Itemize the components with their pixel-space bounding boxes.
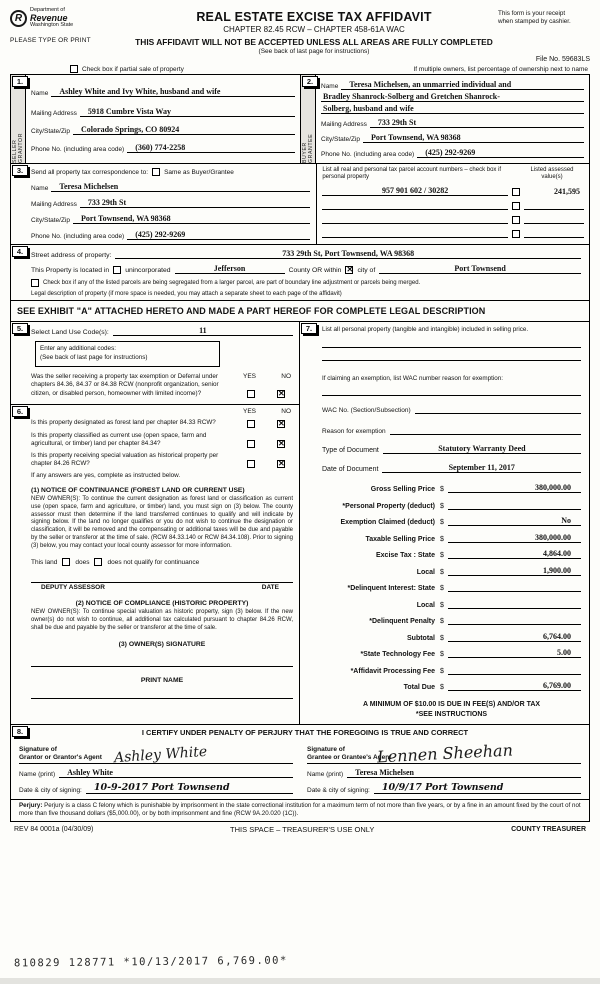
multiple-owners-note: If multiple owners, list percentage of ownership next to name — [413, 66, 588, 73]
money-label: Local — [416, 568, 435, 576]
see-back-instructions: (See back of last page for instructions) — [40, 354, 148, 362]
partial-sale-checkbox[interactable] — [70, 65, 78, 73]
seller-grantor-strip: SELLER GRANTOR — [11, 75, 26, 163]
see-back-note: (See back of last page for instructions) — [258, 48, 370, 55]
certification-section — [10, 725, 590, 800]
reason-field[interactable] — [390, 426, 581, 435]
agency-logo — [10, 8, 130, 44]
seller-mailing-label: Mailing Address — [31, 110, 77, 117]
grantee-name-print-field[interactable]: Teresa Michelsen — [347, 768, 581, 778]
personal-property-line-1[interactable] — [322, 347, 581, 348]
city-field[interactable]: Port Townsend — [379, 264, 581, 274]
legal-description-value: SEE EXHIBIT "A" ATTACHED HERETO AND MADE A PART HEREOF FOR COMPLETE LEGAL DESCRIPTION — [10, 301, 590, 322]
located-in-label: This Property is located in — [31, 267, 110, 274]
corr-csz-field[interactable]: Port Townsend, WA 98368 — [73, 214, 310, 224]
money-label: Local — [416, 601, 435, 609]
personal-property-deduct-field[interactable] — [448, 500, 581, 510]
grantee-date-label: Date & city of signing: — [307, 787, 370, 794]
buyer-mailing-field[interactable]: 733 29th St — [370, 118, 584, 128]
yes-header: YES — [243, 372, 257, 380]
segregated-checkbox[interactable] — [31, 279, 39, 287]
parcel-list — [317, 164, 589, 244]
delinquent-interest-local-field[interactable] — [448, 599, 581, 609]
historic-no-checkbox[interactable]: ✕ — [278, 459, 285, 469]
file-number: File No. 59683LS — [535, 56, 590, 63]
unincorporated-label: unincorporated — [125, 267, 171, 274]
total-due-field[interactable]: 6,769.00 — [448, 681, 581, 691]
dollar-sign: $ — [440, 585, 444, 592]
buyer-mailing-label: Mailing Address — [321, 121, 367, 128]
parcel-row — [322, 201, 584, 210]
street-address-field[interactable]: 733 29th St, Port Townsend, WA 98368 — [115, 249, 581, 259]
grantor-sig-label-2: Grantor or Grantor's Agent — [19, 753, 102, 761]
this-land-label: This land — [31, 558, 58, 566]
date-of-document-field[interactable]: September 11, 2017 — [382, 463, 581, 473]
exemption-claimed-field[interactable]: No — [448, 516, 581, 526]
dollar-sign: $ — [440, 634, 444, 642]
money-label: *State Technology Fee — [360, 651, 435, 658]
forest-no-checkbox[interactable]: ✕ — [278, 418, 285, 428]
dollar-sign: $ — [440, 601, 444, 609]
does-label: does — [75, 558, 90, 566]
historic-yes-checkbox[interactable] — [247, 460, 255, 468]
does-checkbox[interactable] — [62, 558, 70, 566]
dollar-sign: $ — [440, 535, 444, 543]
excise-tax-state-field[interactable]: 4,864.00 — [448, 549, 581, 559]
grantee-signature[interactable]: Lennen Sheehan — [376, 740, 514, 767]
grantor-date-label: Date & city of signing: — [19, 787, 82, 794]
correspondence-section — [10, 164, 590, 245]
perjury-notice — [10, 800, 590, 822]
grantee-sig-label-1: Signature of — [307, 745, 345, 753]
wac-label: WAC No. (Section/Subsection) — [322, 407, 411, 414]
if-yes-note: If any answers are yes, complete as instructed below. — [31, 472, 181, 480]
forest-yes-checkbox[interactable] — [247, 420, 255, 428]
assessed-value-field-2[interactable] — [524, 201, 584, 210]
money-label: *Personal Property (deduct) — [342, 502, 435, 510]
personal-property-line-2[interactable] — [322, 360, 581, 361]
reason-label: Reason for exemption — [322, 428, 386, 435]
scan-edge — [0, 978, 600, 984]
designation-section — [11, 405, 299, 724]
excise-tax-local-field[interactable]: 1,900.00 — [448, 566, 581, 576]
money-label: *Delinquent Penalty — [369, 618, 435, 625]
affidavit-processing-fee-field[interactable] — [448, 665, 581, 675]
parties-section — [10, 74, 590, 164]
grantor-signature[interactable]: Ashley White — [113, 743, 208, 767]
seller-mailing-field[interactable]: 5918 Cumbre Vista Way — [80, 107, 295, 117]
seller-csz-field[interactable]: Colorado Springs, CO 80924 — [73, 125, 295, 135]
dollar-sign: $ — [440, 568, 444, 576]
deputy-assessor-label: DEPUTY ASSESSOR — [41, 584, 105, 592]
parcel-number-field-4[interactable] — [322, 229, 508, 238]
money-label: Subtotal — [407, 634, 435, 642]
personal-property-checkbox-2[interactable] — [512, 202, 520, 210]
section4-number: 4. — [12, 246, 28, 257]
taxable-selling-price-field[interactable]: 380,000.00 — [448, 533, 581, 543]
buyer-grantee-strip: BUYER GRANTEE — [301, 75, 316, 163]
header — [10, 8, 590, 55]
type-of-document-field[interactable]: Statutory Warranty Deed — [383, 444, 581, 454]
current-use-question: Is this property classified as current use (open space, farm and agricultural, or timber) land per chapter 84.34? — [31, 431, 207, 447]
print-name-title: PRINT NAME — [140, 676, 184, 684]
perjury-lead: Perjury: — [19, 802, 43, 809]
money-label: *Delinquent Interest: State — [347, 585, 435, 592]
personal-property-checkbox-3[interactable] — [512, 216, 520, 224]
parcel-row — [322, 186, 584, 196]
dollar-sign: $ — [440, 667, 444, 675]
receipt-note: This form is your receipt when stamped by cashier. — [498, 10, 571, 26]
grantor-signature-block — [19, 740, 293, 794]
personal-property-checkbox-4[interactable] — [512, 230, 520, 238]
owners-signature-title: (3) OWNER(S) SIGNATURE — [118, 640, 206, 648]
claiming-exemption-label: If claiming an exemption, list WAC number reason for exemption: — [322, 374, 504, 382]
parcel-header: List all real and personal tax parcel account numbers – check box if personal property — [322, 167, 502, 180]
parcel-number-field[interactable]: 957 901 602 / 30282 — [322, 186, 508, 196]
money-label: Total Due — [403, 684, 435, 691]
grantor-sig-label-1: Signature of — [19, 745, 57, 753]
form-title: REAL ESTATE EXCISE TAX AFFIDAVIT — [196, 10, 432, 24]
subtotal-field[interactable]: 6,764.00 — [448, 632, 581, 642]
revenue-logo-icon: R — [10, 10, 27, 27]
section1-number: 1. — [12, 76, 28, 87]
grantor-name-print-field[interactable]: Ashley White — [59, 768, 293, 778]
notice-compliance-body: NEW OWNER(S): To continue special valuation as historic property, sign (3) below. If the new owner(s) do not wish to continue, all additional tax calculated pursuant to chapter 84.26 RCW, shall be due and payable by the seller or transferor at the time of sale. — [31, 609, 293, 631]
notice-continuance-body: NEW OWNER(S): To continue the current designation as forest land or classification as current use (open space, farm and agriculture, or timber) land, you must sign on (3) below. The county assessor must then determine if the land transferred continues to qualify and will indicate by signing below. If the land no longer qualifies or you do not wish to continue the designation or classification, it will be removed and the compensating or additional taxes will be due and payable by the seller or transferor at the time of sale. (RCW 84.33.140 or RCW 84.34.108). Prior to signing (3) below, you may contact your local county assessor for more information. — [31, 495, 293, 550]
see-instructions-note: *SEE INSTRUCTIONS — [415, 711, 488, 718]
notice-compliance-title: (2) NOTICE OF COMPLIANCE (HISTORIC PROPERTY) — [75, 600, 249, 608]
seller-name-label: Name — [31, 90, 49, 97]
sale-details-section — [300, 322, 589, 724]
legal-description-label: Legal description of property (if more space is needed, you may attach a separate sheet to each page of the affidavit) — [31, 291, 342, 297]
minimum-due-note: A MINIMUM OF $10.00 IS DUE IN FEE(S) AND/OR TAX — [362, 701, 541, 708]
wac-field[interactable] — [415, 405, 581, 414]
does-not-label: does not qualify for continuance — [107, 558, 200, 566]
street-address-label: Street address of property: — [31, 252, 112, 259]
corr-mailing-field[interactable]: 733 29th St — [80, 198, 310, 208]
cashier-stamp: 810829 128771 *10/13/2017 6,769.00* — [13, 954, 288, 970]
money-label: Gross Selling Price — [370, 486, 435, 493]
exemption-no-checkbox[interactable]: ✕ — [278, 389, 285, 399]
no-header: NO — [281, 372, 291, 380]
buyer-section — [300, 75, 589, 163]
seller-csz-label: City/State/Zip — [31, 128, 71, 135]
claiming-exemption-line[interactable] — [322, 395, 581, 396]
city-of-label: city of — [357, 267, 376, 274]
money-label: Excise Tax : State — [375, 552, 435, 559]
date-label: DATE — [261, 584, 279, 592]
assessed-header: Listed assessed value(s) — [530, 167, 574, 180]
same-as-buyer-label: Same as Buyer/Grantee — [164, 168, 234, 176]
date-of-document-label: Date of Document — [322, 466, 379, 473]
buyer-name-field-3[interactable]: Solberg, husband and wife — [321, 104, 584, 114]
logo-revenue: Revenue — [30, 12, 68, 23]
grantee-date-field[interactable]: 10/9/17 Port Townsend — [374, 782, 581, 794]
no-header: NO — [281, 408, 291, 416]
state-technology-fee-field[interactable]: 5.00 — [448, 648, 581, 658]
land-use-label: Select Land Use Code(s): — [31, 329, 109, 336]
seller-phone-field[interactable]: (360) 774-2258 — [127, 143, 295, 153]
land-use-section — [11, 322, 299, 405]
section7-number: 7. — [301, 323, 317, 334]
county-field[interactable]: Jefferson — [175, 264, 285, 274]
buyer-name-label: Name — [321, 83, 339, 90]
corr-name-label: Name — [31, 185, 49, 192]
exemption-yes-checkbox[interactable] — [247, 390, 255, 398]
send-correspondence-label: Send all property tax correspondence to: — [31, 168, 149, 176]
additional-codes-box — [35, 341, 220, 367]
tax-exemption-question: Was the seller receiving a property tax exemption or Deferral under chapters 84.36, 84.37 or 84.38 RCW (nonprofit organization, senior citizen, or disabled person, homeowner with limited income)? — [31, 372, 219, 397]
money-label: Taxable Selling Price — [365, 535, 435, 543]
buyer-csz-field[interactable]: Port Townsend, WA 98368 — [363, 133, 584, 143]
notice-continuance-title: (1) NOTICE OF CONTINUANCE (FOREST LAND OR CURRENT USE) — [31, 486, 245, 494]
corr-csz-label: City/State/Zip — [31, 217, 71, 224]
parcel-number-field-2[interactable] — [322, 201, 508, 210]
buyer-name-field-1[interactable]: Teresa Michelsen, an unmarried individual and — [341, 80, 584, 90]
dollar-sign: $ — [440, 486, 444, 493]
personal-property-checkbox-1[interactable] — [512, 188, 520, 196]
seller-phone-label: Phone No. (including area code) — [31, 146, 125, 153]
grantee-sig-label-2: Grantee or Grantee's Agent — [307, 753, 392, 761]
city-checkbox[interactable]: ✕ — [346, 265, 354, 274]
dollar-sign: $ — [440, 502, 444, 510]
buyer-phone-label: Phone No. (including area code) — [321, 151, 415, 158]
same-as-buyer-checkbox[interactable] — [152, 168, 160, 176]
county-treasurer-label: COUNTY TREASURER — [511, 826, 586, 834]
section6-number: 6. — [12, 406, 28, 417]
additional-codes-label[interactable]: Enter any additional codes: — [40, 345, 116, 352]
treasurer-space-label: THIS SPACE – TREASURER'S USE ONLY — [230, 825, 375, 835]
perjury-text: Perjury is a class C felony which is punishable by imprisonment in the state correctional institution for a maximum term of not more than five years, or by a fine in an amount fixed by the court of not more than five thousand dollars ($5,000.00), or by both imprisonment and fine (RCW 9A.20.020 (1C)). — [19, 802, 581, 818]
grantor-date-field[interactable]: 10-9-2017 Port Townsend — [86, 782, 293, 794]
grantor-name-print-label: Name (print) — [19, 771, 56, 778]
yes-header: YES — [243, 408, 257, 416]
corr-name-field[interactable]: Teresa Michelsen — [51, 182, 310, 192]
assessed-value-field-4[interactable] — [524, 229, 584, 238]
seller-name-field[interactable]: Ashley White and Ivy White, husband and wife — [51, 87, 295, 97]
corr-phone-label: Phone No. (including area code) — [31, 233, 125, 240]
parcel-row — [322, 229, 584, 238]
buyer-csz-label: City/State/Zip — [321, 136, 361, 143]
dollar-sign: $ — [440, 684, 444, 691]
chapter-subtitle: CHAPTER 82.45 RCW – CHAPTER 458-61A WAC — [223, 25, 405, 34]
property-location-section — [10, 245, 590, 301]
buyer-phone-field[interactable]: (425) 292-9269 — [417, 148, 584, 158]
logo-dept: Department of — [30, 7, 65, 13]
segregated-label: Check box if any of the listed parcels are being segregated from a larger parcel, are part of boundary line adjustment or parcels being merged. — [43, 280, 421, 286]
corr-mailing-label: Mailing Address — [31, 201, 77, 208]
corr-phone-field[interactable]: (425) 292-9269 — [127, 230, 310, 240]
section3-number: 3. — [12, 165, 28, 176]
current-use-no-checkbox[interactable]: ✕ — [278, 438, 285, 448]
assessed-value-field-3[interactable] — [524, 215, 584, 224]
parcel-number-field-3[interactable] — [322, 215, 508, 224]
section2-number: 2. — [302, 76, 318, 87]
land-use-code-field[interactable]: 11 — [113, 326, 293, 336]
section8-number: 8. — [12, 726, 28, 737]
dollar-sign: $ — [440, 519, 444, 526]
certify-statement: I CERTIFY UNDER PENALTY OF PERJURY THAT THE FOREGOING IS TRUE AND CORRECT — [141, 728, 469, 737]
grantee-signature-block — [307, 740, 581, 794]
gross-selling-price-field[interactable]: 380,000.00 — [448, 483, 581, 493]
print-name-line[interactable] — [31, 698, 293, 699]
please-type-label: PLEASE TYPE OR PRINT — [10, 36, 91, 44]
partial-sale-label: Check box if partial sale of property — [82, 65, 184, 73]
footer-row — [10, 822, 590, 834]
county-or-label: County OR within — [288, 267, 342, 274]
form-revision: REV 84 0001a (04/30/09) — [14, 826, 94, 834]
logo-state: Washington State — [30, 22, 74, 29]
personal-property-label: List all personal property (tangible and intangible) included in selling price. — [322, 326, 529, 333]
delinquent-interest-state-field[interactable] — [448, 582, 581, 592]
money-label: Exemption Claimed (deduct) — [340, 519, 435, 526]
historic-question: Is this property receiving special valuation as historical property per chapter 84.26 RCW? — [31, 451, 219, 468]
dollar-sign: $ — [440, 651, 444, 658]
seller-section — [11, 75, 300, 163]
buyer-name-field-2[interactable]: Bradley Shanrock-Solberg and Gretchen Shanrock- — [321, 92, 584, 102]
does-not-checkbox[interactable] — [94, 558, 102, 566]
warning-line: THIS AFFIDAVIT WILL NOT BE ACCEPTED UNLESS ALL AREAS ARE FULLY COMPLETED — [135, 37, 493, 47]
forest-land-question: Is this property designated as forest land per chapter 84.33 RCW? — [31, 419, 216, 427]
money-label: *Affidavit Processing Fee — [350, 667, 435, 675]
owner-signature-line[interactable] — [31, 666, 293, 667]
assessed-value-field[interactable]: 241,595 — [553, 186, 580, 196]
parcel-row — [322, 215, 584, 224]
delinquent-penalty-field[interactable] — [448, 615, 581, 625]
unincorporated-checkbox[interactable] — [113, 266, 121, 274]
section5-number: 5. — [12, 323, 28, 334]
dollar-sign: $ — [440, 552, 444, 559]
grantee-name-print-label: Name (print) — [307, 771, 344, 778]
current-use-yes-checkbox[interactable] — [247, 440, 255, 448]
dollar-sign: $ — [440, 618, 444, 625]
type-of-document-label: Type of Document — [322, 447, 379, 454]
